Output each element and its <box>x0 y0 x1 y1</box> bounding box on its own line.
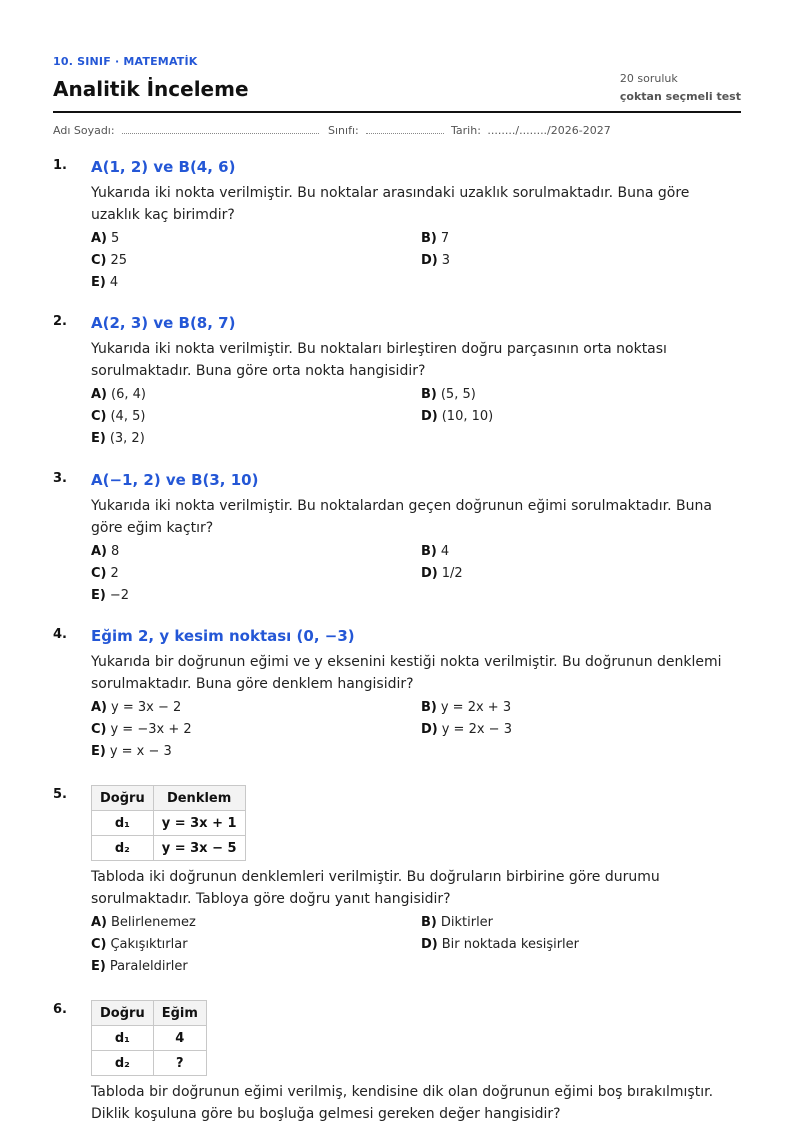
option-e[interactable] <box>91 428 145 450</box>
table-cell: y = 3x + 1 <box>153 811 245 836</box>
answer-options <box>91 228 731 294</box>
question-number: 2. <box>53 314 67 329</box>
option-letter: B) <box>421 915 437 930</box>
table-cell: y = 3x − 5 <box>153 836 245 861</box>
option-letter: C) <box>91 409 107 424</box>
option-letter: E) <box>91 275 106 290</box>
option-b[interactable] <box>421 697 511 719</box>
class-label: Sınıfı: <box>328 124 359 137</box>
option-text: y = 3x − 2 <box>111 700 182 715</box>
option-text: y = 2x + 3 <box>440 700 512 715</box>
name-blank[interactable] <box>122 124 319 134</box>
question-heading: Eğim 2, y kesim noktası (0, −3) <box>91 627 355 645</box>
option-b[interactable] <box>421 912 493 934</box>
table-row <box>92 1026 207 1051</box>
option-letter: C) <box>91 722 107 737</box>
test-type: çoktan seçmeli test <box>619 90 741 103</box>
table-header-cell: Doğru <box>92 786 154 811</box>
question-count: 20 soruluk <box>619 72 678 85</box>
table-cell: d₂ <box>92 836 154 861</box>
table-header-cell: Eğim <box>153 1001 206 1026</box>
header-divider <box>53 111 741 113</box>
option-d[interactable] <box>421 934 579 956</box>
student-info-row <box>53 124 741 140</box>
option-d[interactable] <box>421 250 450 272</box>
table-row <box>92 1051 207 1076</box>
question-number: 5. <box>53 787 67 802</box>
option-letter: B) <box>421 387 437 402</box>
table-header-row <box>92 786 246 811</box>
option-e[interactable] <box>91 956 188 978</box>
table-cell: 4 <box>153 1026 206 1051</box>
question-number: 6. <box>53 1002 67 1017</box>
answer-options <box>91 541 731 607</box>
question-number: 1. <box>53 158 67 173</box>
option-letter: A) <box>91 387 108 402</box>
table-cell: d₁ <box>92 811 154 836</box>
option-letter: B) <box>421 544 437 559</box>
option-e[interactable] <box>91 585 129 607</box>
option-text: −2 <box>109 588 129 603</box>
option-a[interactable] <box>91 912 196 934</box>
option-letter: D) <box>421 253 438 268</box>
option-text: 2 <box>110 566 119 581</box>
slope-table <box>91 1000 207 1076</box>
question-text: Yukarıda iki nokta verilmiştir. Bu noktalardan geçen doğrunun eğimi sorulmaktadır. Buna göre eğim kaçtır? <box>91 498 712 536</box>
question-number: 3. <box>53 471 67 486</box>
answer-options <box>91 912 731 978</box>
option-c[interactable] <box>91 406 145 428</box>
question-text: Yukarıda iki nokta verilmiştir. Bu noktalar arasındaki uzaklık sorulmaktadır. Buna göre uzaklık kaç birimdir? <box>91 185 690 223</box>
table-row <box>92 811 246 836</box>
option-letter: E) <box>91 744 106 759</box>
option-text: 5 <box>111 231 120 246</box>
option-text: 7 <box>440 231 450 246</box>
question-text: Tabloda iki doğrunun denklemleri verilmiştir. Bu doğruların birbirine göre durumu sorulmaktadır. Tabloya göre doğru yanıt hangisidir? <box>91 869 660 907</box>
option-text: 3 <box>441 253 451 268</box>
option-letter: E) <box>91 431 106 446</box>
table-header-row <box>92 1001 207 1026</box>
option-e[interactable] <box>91 741 172 763</box>
question-heading: A(2, 3) ve B(8, 7) <box>91 314 236 332</box>
option-text: (4, 5) <box>110 409 146 424</box>
option-c[interactable] <box>91 250 127 272</box>
option-letter: C) <box>91 253 107 268</box>
option-text: 4 <box>109 275 119 290</box>
option-letter: B) <box>421 700 437 715</box>
option-d[interactable] <box>421 719 512 741</box>
date-label: Tarih: <box>451 124 481 137</box>
option-a[interactable] <box>91 697 181 719</box>
option-letter: A) <box>91 231 108 246</box>
option-text: Paraleldirler <box>109 959 188 974</box>
option-e[interactable] <box>91 272 118 294</box>
option-letter: A) <box>91 700 108 715</box>
option-c[interactable] <box>91 563 119 585</box>
option-d[interactable] <box>421 563 463 585</box>
table-cell: ? <box>153 1051 206 1076</box>
option-b[interactable] <box>421 228 449 250</box>
question-heading: A(1, 2) ve B(4, 6) <box>91 158 236 176</box>
option-a[interactable] <box>91 384 146 406</box>
option-text: Belirlenemez <box>111 915 196 930</box>
option-text: (10, 10) <box>441 409 494 424</box>
question-heading: A(−1, 2) ve B(3, 10) <box>91 471 259 489</box>
option-a[interactable] <box>91 228 119 250</box>
option-c[interactable] <box>91 719 192 741</box>
option-text: y = x − 3 <box>109 744 172 759</box>
table-header-cell: Doğru <box>92 1001 154 1026</box>
table-header-cell: Denklem <box>153 786 245 811</box>
option-text: y = 2x − 3 <box>441 722 512 737</box>
subject-label: 10. SINIF · MATEMATİK <box>53 55 198 68</box>
date-value: ......../......../2026-2027 <box>487 124 611 137</box>
answer-options <box>91 697 731 763</box>
option-c[interactable] <box>91 934 188 956</box>
option-letter: C) <box>91 937 107 952</box>
option-text: y = −3x + 2 <box>110 722 192 737</box>
option-letter: B) <box>421 231 437 246</box>
option-letter: E) <box>91 588 106 603</box>
option-letter: D) <box>421 937 438 952</box>
option-letter: D) <box>421 566 438 581</box>
question-text: Yukarıda bir doğrunun eğimi ve y eksenini kestiği nokta verilmiştir. Bu doğrunun denklemi sorulmaktadır. Buna göre denklem hangisidir? <box>91 654 722 692</box>
option-text: 8 <box>111 544 120 559</box>
name-label: Adı Soyadı: <box>53 124 115 137</box>
question-text: Tabloda bir doğrunun eğimi verilmiş, kendisine dik olan doğrunun eğimi boş bırakılmıştır. Diklik koşuluna göre bu boşluğa gelmesi gereken değer hangisidir? <box>91 1084 714 1122</box>
test-meta <box>620 70 741 106</box>
lines-table <box>91 785 246 861</box>
option-text: 1/2 <box>441 566 463 581</box>
question-text: Yukarıda iki nokta verilmiştir. Bu noktaları birleştiren doğru parçasının orta noktası sorulmaktadır. Buna göre orta nokta hangisidir? <box>91 341 667 379</box>
option-text: Çakışıktırlar <box>110 937 188 952</box>
option-letter: C) <box>91 566 107 581</box>
option-d[interactable] <box>421 406 493 428</box>
option-text: 25 <box>110 253 128 268</box>
option-text: Diktirler <box>440 915 494 930</box>
answer-options <box>91 384 731 450</box>
option-letter: D) <box>421 722 438 737</box>
option-a[interactable] <box>91 541 119 563</box>
table-cell: d₂ <box>92 1051 154 1076</box>
class-blank[interactable] <box>366 124 444 134</box>
option-letter: E) <box>91 959 106 974</box>
option-b[interactable] <box>421 384 476 406</box>
table-cell: d₁ <box>92 1026 154 1051</box>
question-number: 4. <box>53 627 67 642</box>
option-letter: A) <box>91 915 108 930</box>
page-title: Analitik İnceleme <box>53 77 249 101</box>
option-text: (3, 2) <box>109 431 145 446</box>
option-text: Bir noktada kesişirler <box>441 937 580 952</box>
option-letter: A) <box>91 544 108 559</box>
option-letter: D) <box>421 409 438 424</box>
table-row <box>92 836 246 861</box>
option-text: (6, 4) <box>111 387 146 402</box>
option-b[interactable] <box>421 541 449 563</box>
option-text: 4 <box>440 544 450 559</box>
option-text: (5, 5) <box>440 387 476 402</box>
